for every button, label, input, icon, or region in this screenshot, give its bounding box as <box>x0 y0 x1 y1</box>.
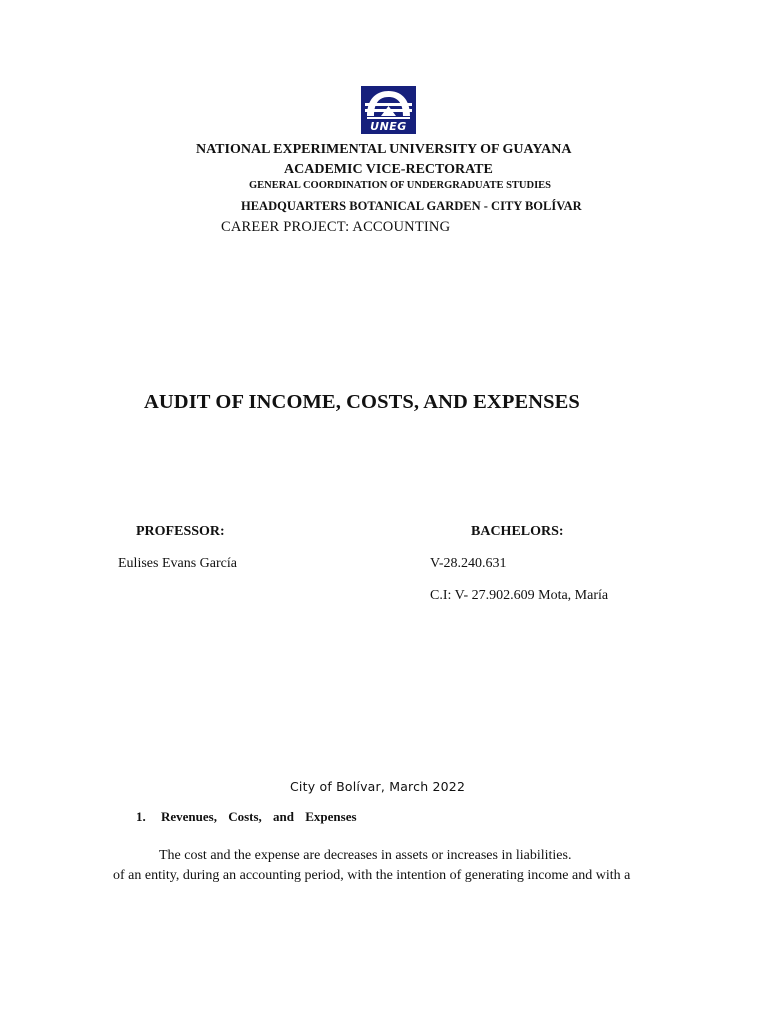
section-number: 1. <box>136 809 146 824</box>
paragraph-line-2: of an entity, during an accounting period, with the intention of generating income and with a <box>113 868 631 883</box>
university-name: NATIONAL EXPERIMENTAL UNIVERSITY OF GUAYANA <box>196 142 572 157</box>
paragraph-line-1: The cost and the expense are decreases in assets or increases in liabilities. <box>159 848 572 863</box>
section-title: Revenues, Costs, and Expenses <box>161 809 357 824</box>
bachelor-id-1: V-28.240.631 <box>430 556 507 571</box>
university-logo <box>361 86 416 134</box>
place-date: City of Bolívar, March 2022 <box>290 779 466 794</box>
bachelors-label: BACHELORS: <box>471 524 564 539</box>
professor-label: PROFESSOR: <box>136 524 225 539</box>
vice-rectorate: ACADEMIC VICE-RECTORATE <box>284 162 493 177</box>
career-project: CAREER PROJECT: ACCOUNTING <box>221 219 451 235</box>
coordination: GENERAL COORDINATION OF UNDERGRADUATE STUDIES <box>249 180 552 191</box>
document-title: AUDIT OF INCOME, COSTS, AND EXPENSES <box>144 391 580 413</box>
headquarters: HEADQUARTERS BOTANICAL GARDEN - CITY BOLÍVAR <box>241 199 582 213</box>
section-heading <box>136 809 357 824</box>
professor-name: Eulises Evans García <box>118 556 237 571</box>
logo-arch-icon <box>361 86 416 122</box>
logo-text: UNEG <box>370 120 407 133</box>
bachelor-id-2: C.I: V- 27.902.609 Mota, María <box>430 588 609 603</box>
